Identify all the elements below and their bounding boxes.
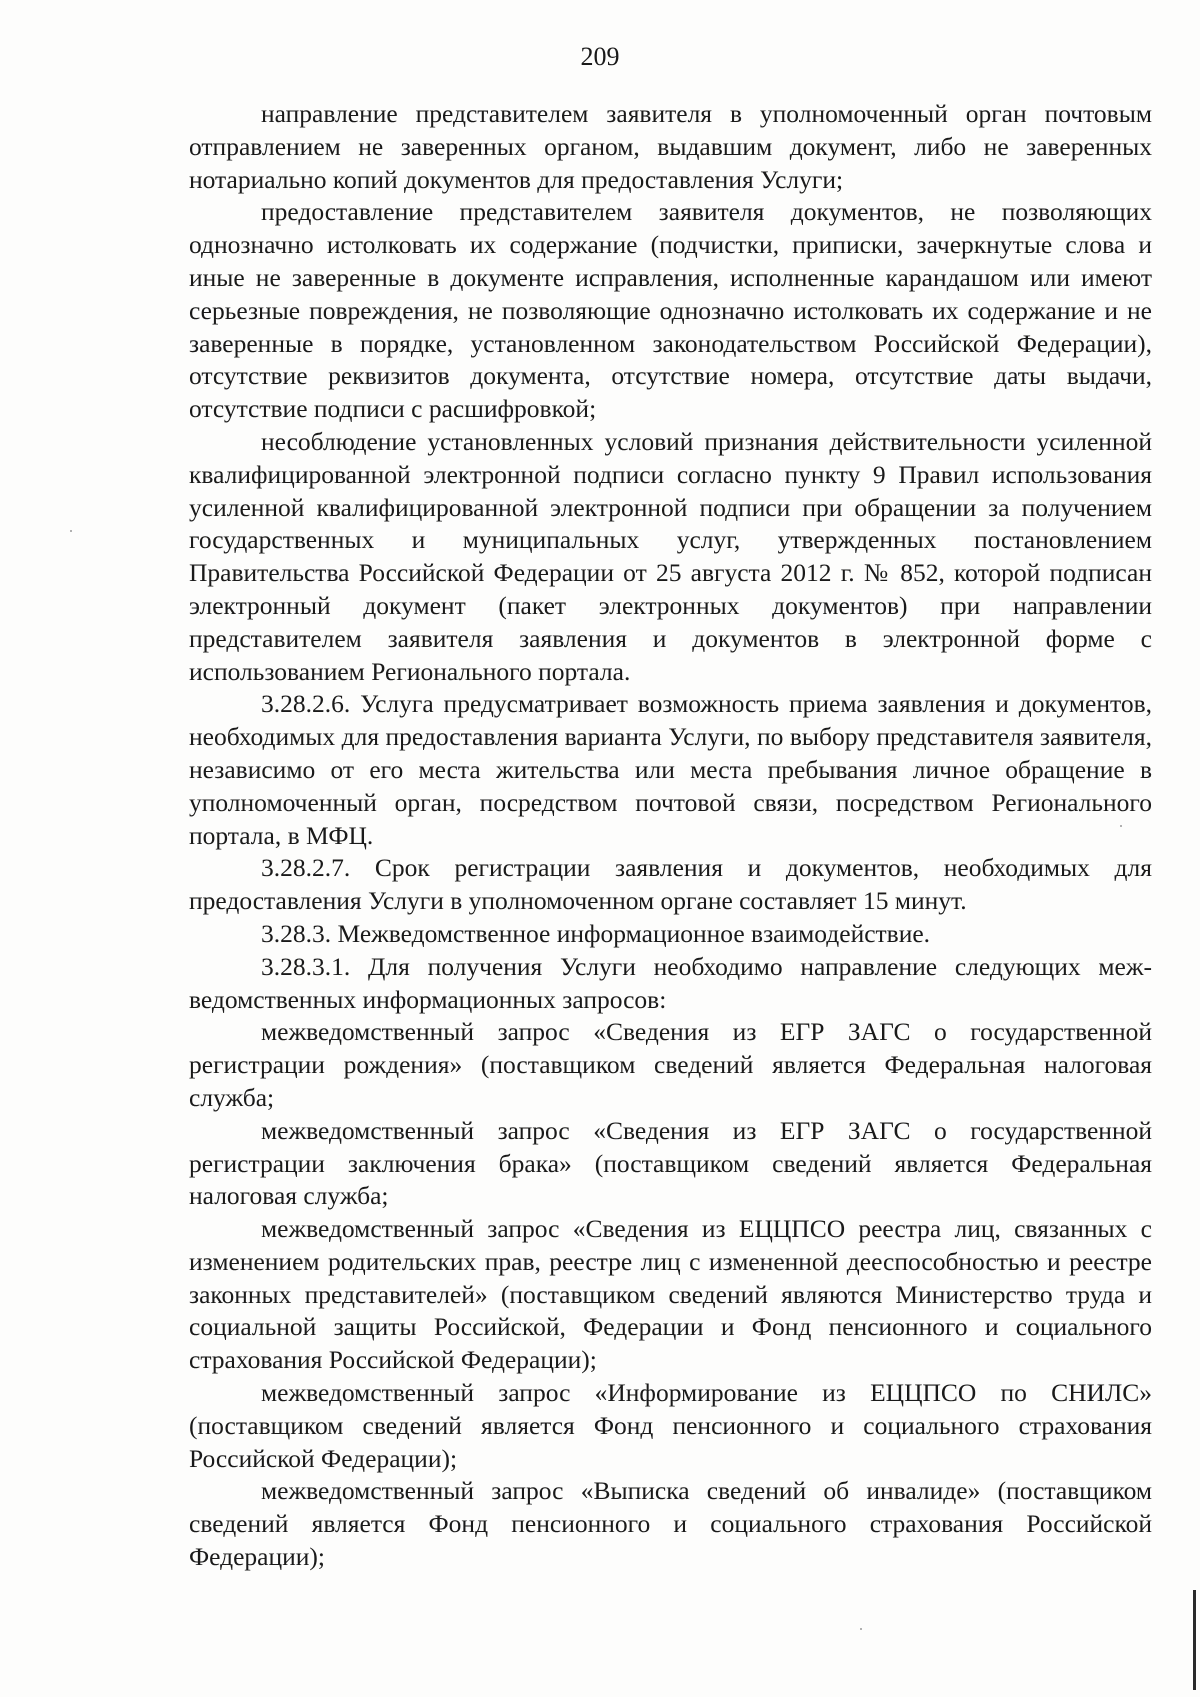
paragraph-2: предоставление представителем заявителя документов, не позволяющих однозначно истолковать их содержание (подчистки, приписки, зачеркнутые слова и иные не заверенные в документе исправления, исполненные карандашом или имеют серьезные повреждения, не позволяющие однозначно истолковать их содержание и не заверенные в порядке, установленном законодательством Российской Федерации), отсутствие реквизитов документа, отсутствие номера, отсутствие даты выдачи, отсутствие подписи с расшифровкой; — [189, 197, 1152, 424]
scan-dust-dot — [860, 1628, 862, 1630]
paragraph-6: 3.28.3. Межведомственное информационное взаимодействие. — [261, 918, 931, 948]
scan-edge-mark — [1193, 1590, 1196, 1690]
scan-dust-dot — [1120, 825, 1122, 827]
paragraph-7: 3.28.3.1. Для получения Услуги необходимо направление следующих межведомственных информационных запросов: — [189, 951, 1152, 1014]
page-number: 209 — [580, 42, 620, 71]
paragraph-8: межведомственный запрос «Сведения из ЕГР ЗАГС о государственной регистрации рождения» (поставщиком сведений является Федеральная налоговая служба; — [189, 1017, 1152, 1112]
paragraph-3: несоблюдение установленных условий признания действительности усиленной квалифицированной электронной подписи согласно пункту 9 Правил использования усиленной квалифицированной электронной подписи при обращении за получением государственных и муниципальных услуг, утвержденных постановлением Правительства Российской Федерации от 25 августа 2012 г. № 852, которой подписан электронный документ (пакет электронных документов) при направлении представителем заявителя заявления и документов в электронной форме с использованием Регионального портала. — [189, 426, 1152, 686]
paragraph-4: 3.28.2.6. Услуга предусматривает возможность приема заявления и документов, необходимых для предоставления варианта Услуги, по выбору представителя заявителя, независимо от его места жительства или места пребывания личное обращение в уполномоченный орган, посредством почтовой связи, посредством Регионального портала, в МФЦ. — [189, 689, 1152, 850]
paragraph-1: направление представителем заявителя в уполномоченный орган почтовым отправлением не заверенных органом, выдавшим документ, либо не заверенных нотариально копий документов для предоставления Услуги; — [189, 99, 1152, 194]
paragraph-10: межведомственный запрос «Сведения из ЕЦЦПСО реестра лиц, связанных с изменением родительских прав, реестре лиц с измененной дееспособностью и реестре законных представителей» (поставщиком сведений являются Министерство труда и социальной защиты Российской, Федерации и Фонд пенсионного и социального страхования Российской Федерации); — [189, 1214, 1152, 1375]
paragraph-5: 3.28.2.7. Срок регистрации заявления и документов, необходимых для предоставления Услуги в уполномоченном органе составляет 15 минут. — [189, 853, 1152, 916]
paragraph-11: межведомственный запрос «Информирование из ЕЦЦПСО по СНИЛС» (поставщиком сведений является Фонд пенсионного и социального страхования Российской Федерации); — [189, 1378, 1152, 1473]
scan-dust-dot — [70, 530, 72, 532]
paragraph-9: межведомственный запрос «Сведения из ЕГР ЗАГС о государственной регистрации заключения брака» (поставщиком сведений является Федеральная налоговая служба; — [189, 1115, 1152, 1211]
paragraph-12: межведомственный запрос «Выписка сведений об инвалиде» (поставщиком сведений является Фонд пенсионного и социального страхования Российской Федерации); — [189, 1476, 1152, 1572]
body-text — [189, 98, 1152, 1574]
